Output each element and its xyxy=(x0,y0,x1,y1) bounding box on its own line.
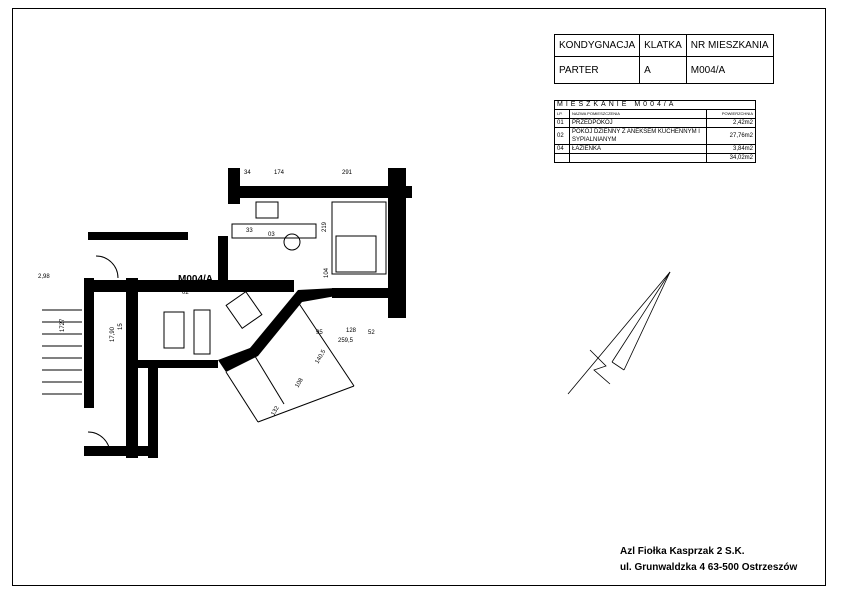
north-arrow-icon xyxy=(560,266,680,396)
schedule-col-name: NAZWA POMIESZCZENIA xyxy=(570,110,707,119)
header-col-klatka: KLATKA xyxy=(640,35,687,57)
schedule-col-area: POWIERZCHNIA xyxy=(707,110,756,119)
row-lp: 04 xyxy=(555,145,570,154)
schedule-row xyxy=(555,119,756,128)
dimension-label: 34 xyxy=(244,170,251,176)
unit-label: M004/A xyxy=(178,274,214,285)
row-area: 27,76m2 xyxy=(707,128,756,145)
dimension-label: 104 xyxy=(324,267,330,278)
plan-walls xyxy=(84,168,412,458)
row-name: PRZEDPOKÓJ xyxy=(570,119,707,128)
company-name: Azl Fiołka Kasprzak 2 S.K. xyxy=(620,546,745,557)
dimension-label: 132 xyxy=(270,405,281,417)
header-val-klatka: A xyxy=(640,57,687,84)
header-col-kondygnacja: KONDYGNACJA xyxy=(555,35,640,57)
dimension-label: 128 xyxy=(346,328,357,334)
dimension-label: 291 xyxy=(342,170,353,176)
room-tag: 01 xyxy=(116,282,123,288)
floor-plan xyxy=(36,160,456,470)
dimension-label: 33 xyxy=(246,228,253,234)
company-address: ul. Grunwaldzka 4 63-500 Ostrzeszów xyxy=(620,562,798,573)
dimension-label: 52 xyxy=(368,330,375,336)
row-lp: 02 xyxy=(555,128,570,145)
dimension-label: 174 xyxy=(274,170,285,176)
room-tag: 02 xyxy=(182,290,189,296)
room-schedule xyxy=(554,100,756,163)
schedule-row xyxy=(555,128,756,145)
header-col-nr-mieszkania: NR MIESZKANIA xyxy=(686,35,773,57)
dimension-label: 15 xyxy=(118,323,124,330)
schedule-col-lp: LP. xyxy=(555,110,570,119)
footer-address xyxy=(620,544,797,576)
header-val-kondygnacja: PARTER xyxy=(555,57,640,84)
row-name: POKÓJ DZIENNY Z ANEKSEM KUCHENNYM I SYPIALNIANYM xyxy=(570,128,707,145)
header-val-nr-mieszkania: M004/A xyxy=(686,57,773,84)
dimension-label: 1727 xyxy=(60,318,66,332)
dimension-label: 108 xyxy=(294,377,305,389)
schedule-total: 34,02m2 xyxy=(707,154,756,163)
room-tag: 03 xyxy=(268,232,275,238)
schedule-title: MIESZKANIE M004/A xyxy=(555,101,756,110)
dimension-label: 2,98 xyxy=(38,274,50,280)
row-area: 3,84m2 xyxy=(707,145,756,154)
dimension-label: 17,90 xyxy=(110,326,116,342)
row-lp: 01 xyxy=(555,119,570,128)
row-name: ŁAZIENKA xyxy=(570,145,707,154)
header-table xyxy=(554,34,774,84)
dimension-label: 140,5 xyxy=(314,348,328,365)
schedule-total-row xyxy=(555,154,756,163)
dimension-label: 259,5 xyxy=(338,338,354,344)
dimension-label: 95 xyxy=(316,330,323,336)
dimension-label: 219 xyxy=(322,221,328,232)
schedule-row xyxy=(555,145,756,154)
row-area: 2,42m2 xyxy=(707,119,756,128)
